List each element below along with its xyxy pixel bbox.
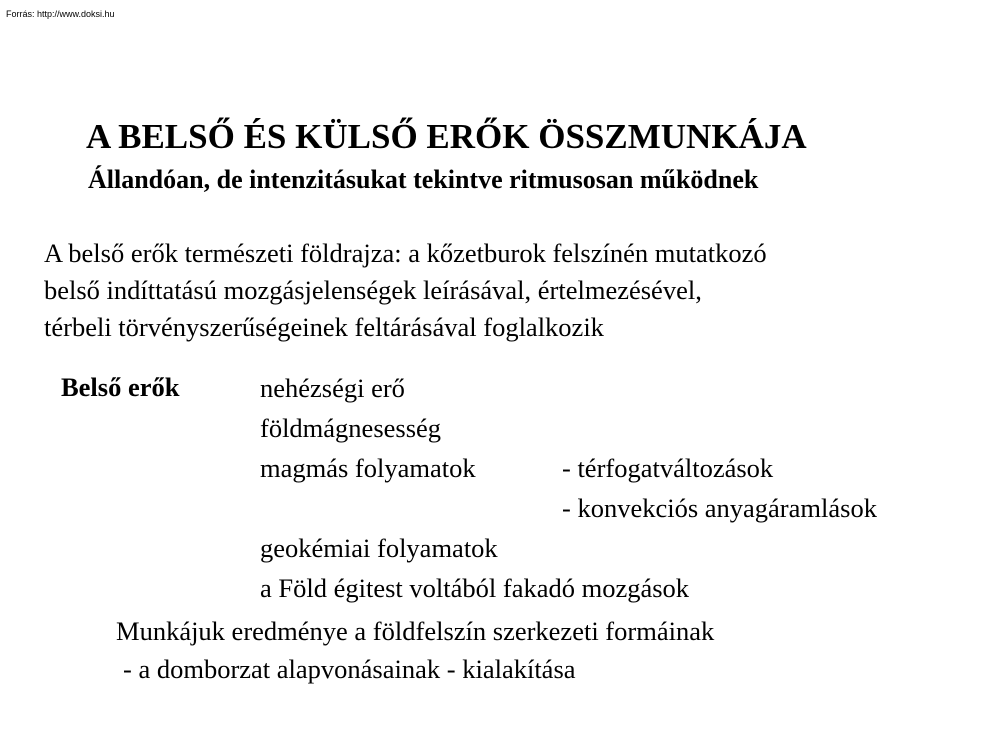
list-item: geokémiai folyamatok: [260, 533, 498, 563]
list-item: földmágnesesség: [260, 413, 442, 443]
result-paragraph: [116, 612, 714, 688]
intro-paragraph: [44, 235, 767, 346]
result-line: - a domborzat alapvonásainak - kialakítása: [123, 654, 576, 684]
intro-line: térbeli törvényszerűségeinek feltárásával foglalkozik: [44, 312, 604, 342]
internal-forces-list: [260, 368, 877, 608]
list-item: nehézségi erő: [260, 373, 405, 403]
page-title: A BELSŐ ÉS KÜLSŐ ERŐK ÖSSZMUNKÁJA: [86, 117, 807, 156]
result-line: Munkájuk eredménye a földfelszín szerkezeti formáinak: [116, 616, 715, 646]
sub-item: - térfogatváltozások: [562, 453, 774, 483]
sub-item: - konvekciós anyagáramlások: [562, 493, 877, 523]
intro-line: A belső erők természeti földrajza: a kőzetburok felszínén mutatkozó: [44, 238, 767, 268]
source-note: Forrás: http://www.doksi.hu: [6, 9, 115, 19]
list-item-continuation: [260, 488, 877, 528]
internal-forces-label: Belső erők: [61, 372, 180, 402]
page-subtitle: Állandóan, de intenzitásukat tekintve ritmusosan működnek: [88, 165, 759, 194]
intro-line: belső indíttatású mozgásjelenségek leírásával, értelmezésével,: [44, 275, 702, 305]
list-item-label: magmás folyamatok: [260, 453, 476, 483]
list-item-magmatic: [260, 448, 774, 488]
list-item: a Föld égitest voltából fakadó mozgások: [260, 573, 690, 603]
